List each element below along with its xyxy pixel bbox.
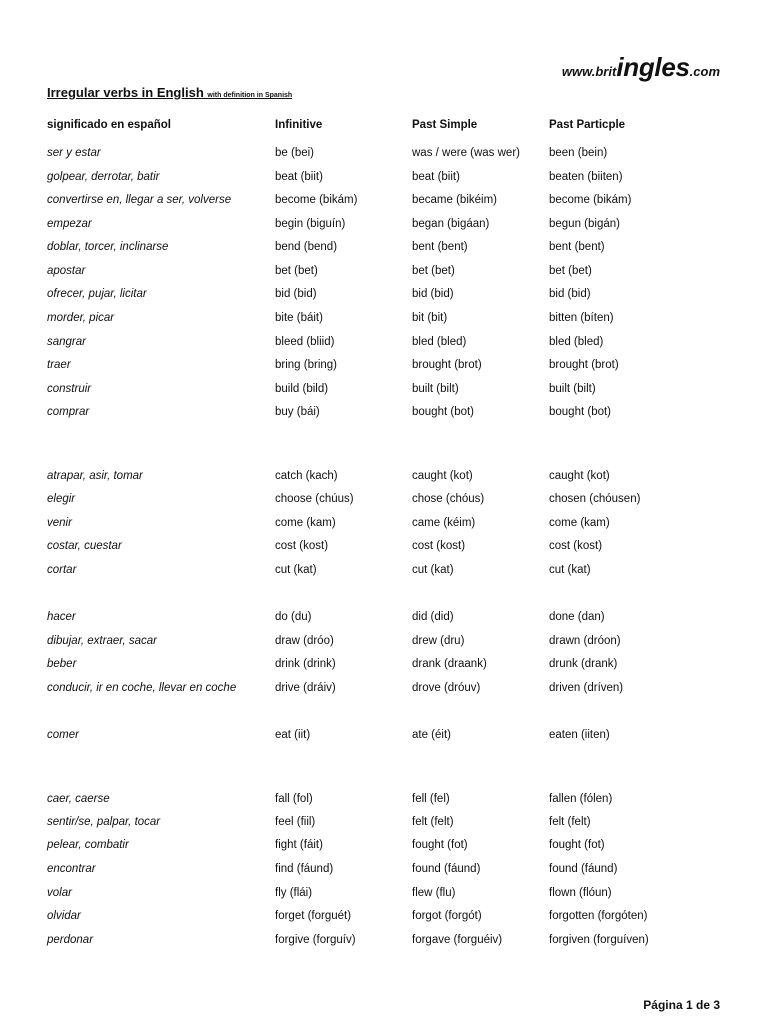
table-row <box>0 288 768 304</box>
logo-prefix: www.brit <box>561 64 617 79</box>
table-row <box>0 147 768 163</box>
cell-infinitive: forget (forguét) <box>275 910 352 922</box>
title-subtitle: with definition in Spanish <box>207 92 293 99</box>
cell-infinitive: build (bild) <box>275 383 329 395</box>
cell-spanish-meaning: empezar <box>47 218 92 230</box>
header-spanish-meaning: significado en español <box>47 119 171 131</box>
logo-main: ingles <box>616 52 690 82</box>
cell-past-simple: bit (bit) <box>412 312 448 324</box>
cell-spanish-meaning: sangrar <box>47 336 86 348</box>
cell-past-participle: cut (kat) <box>549 564 591 576</box>
table-row <box>0 611 768 627</box>
cell-infinitive: catch (kach) <box>275 470 338 482</box>
cell-past-participle: fought (fot) <box>549 839 605 851</box>
cell-spanish-meaning: morder, picar <box>47 312 115 324</box>
cell-infinitive: do (du) <box>275 611 312 623</box>
cell-infinitive: fly (flái) <box>275 887 313 899</box>
cell-past-participle: found (fáund) <box>549 863 618 875</box>
cell-past-simple: found (fáund) <box>412 863 481 875</box>
table-row <box>0 470 768 486</box>
cell-spanish-meaning: doblar, torcer, inclinarse <box>47 241 169 253</box>
cell-past-participle: built (bilt) <box>549 383 596 395</box>
cell-spanish-meaning: atrapar, asir, tomar <box>47 470 143 482</box>
cell-past-simple: drew (dru) <box>412 635 465 647</box>
cell-infinitive: drink (drink) <box>275 658 336 670</box>
cell-infinitive: become (bikám) <box>275 194 358 206</box>
cell-past-participle: bid (bid) <box>549 288 591 300</box>
cell-spanish-meaning: construir <box>47 383 92 395</box>
cell-past-participle: flown (flóun) <box>549 887 612 899</box>
cell-infinitive: drive (dráiv) <box>275 682 336 694</box>
cell-infinitive: be (bei) <box>275 147 314 159</box>
cell-past-simple: bet (bet) <box>412 265 455 277</box>
cell-infinitive: cost (kost) <box>275 540 329 552</box>
cell-infinitive: find (fáund) <box>275 863 334 875</box>
cell-infinitive: bet (bet) <box>275 265 318 277</box>
cell-past-simple: did (did) <box>412 611 454 623</box>
table-row <box>0 383 768 399</box>
cell-infinitive: bleed (bliid) <box>275 336 335 348</box>
cell-past-simple: became (bikéim) <box>412 194 497 206</box>
header-past-participle: Past Particple <box>549 119 626 131</box>
cell-spanish-meaning: ofrecer, pujar, licitar <box>47 288 147 300</box>
cell-past-participle: forgotten (forgóten) <box>549 910 648 922</box>
cell-spanish-meaning: olvidar <box>47 910 81 922</box>
cell-spanish-meaning: apostar <box>47 265 86 277</box>
cell-infinitive: fight (fáit) <box>275 839 323 851</box>
cell-past-participle: done (dan) <box>549 611 605 623</box>
cell-past-simple: bent (bent) <box>412 241 468 253</box>
cell-infinitive: feel (fiil) <box>275 816 316 828</box>
cell-past-participle: drawn (dróon) <box>549 635 621 647</box>
cell-spanish-meaning: traer <box>47 359 71 371</box>
cell-spanish-meaning: dibujar, extraer, sacar <box>47 635 157 647</box>
table-row <box>0 517 768 533</box>
cell-spanish-meaning: venir <box>47 517 72 529</box>
table-row <box>0 540 768 556</box>
cell-past-participle: bitten (bíten) <box>549 312 614 324</box>
page-title <box>47 85 292 100</box>
table-row <box>0 816 768 832</box>
cell-infinitive: choose (chúus) <box>275 493 354 505</box>
cell-spanish-meaning: pelear, combatir <box>47 839 129 851</box>
cell-past-participle: drunk (drank) <box>549 658 618 670</box>
table-row <box>0 887 768 903</box>
table-row <box>0 312 768 328</box>
cell-past-simple: came (kéim) <box>412 517 476 529</box>
cell-past-simple: cut (kat) <box>412 564 454 576</box>
table-row <box>0 171 768 187</box>
cell-past-simple: began (bigáan) <box>412 218 490 230</box>
cell-past-participle: driven (dríven) <box>549 682 624 694</box>
table-row <box>0 863 768 879</box>
cell-past-simple: bid (bid) <box>412 288 454 300</box>
title-main: Irregular verbs in English <box>47 85 204 100</box>
site-logo <box>562 52 720 83</box>
cell-past-participle: caught (kot) <box>549 470 610 482</box>
page-number: Página 1 de 3 <box>643 998 720 1012</box>
cell-past-participle: brought (brot) <box>549 359 619 371</box>
cell-past-simple: felt (felt) <box>412 816 454 828</box>
cell-past-simple: ate (éit) <box>412 729 451 741</box>
cell-infinitive: bend (bend) <box>275 241 338 253</box>
cell-spanish-meaning: sentir/se, palpar, tocar <box>47 816 161 828</box>
table-row <box>0 729 768 745</box>
cell-past-simple: fell (fel) <box>412 793 450 805</box>
cell-past-participle: eaten (iiten) <box>549 729 610 741</box>
cell-past-simple: forgave (forguéiv) <box>412 934 503 946</box>
cell-spanish-meaning: perdonar <box>47 934 94 946</box>
cell-past-simple: bought (bot) <box>412 406 475 418</box>
cell-spanish-meaning: encontrar <box>47 863 96 875</box>
cell-past-participle: chosen (chóusen) <box>549 493 641 505</box>
table-row <box>0 218 768 234</box>
header-infinitive: Infinitive <box>275 119 323 131</box>
table-row <box>0 265 768 281</box>
cell-spanish-meaning: conducir, ir en coche, llevar en coche <box>47 682 237 694</box>
cell-past-simple: cost (kost) <box>412 540 466 552</box>
cell-past-simple: built (bilt) <box>412 383 459 395</box>
cell-past-simple: flew (flu) <box>412 887 456 899</box>
table-row <box>0 336 768 352</box>
cell-spanish-meaning: comer <box>47 729 79 741</box>
cell-spanish-meaning: golpear, derrotar, batir <box>47 171 160 183</box>
table-row <box>0 934 768 950</box>
cell-infinitive: bid (bid) <box>275 288 317 300</box>
cell-spanish-meaning: costar, cuestar <box>47 540 122 552</box>
cell-spanish-meaning: hacer <box>47 611 76 623</box>
cell-past-participle: begun (bigán) <box>549 218 620 230</box>
cell-past-participle: become (bikám) <box>549 194 632 206</box>
cell-past-participle: beaten (biiten) <box>549 171 623 183</box>
cell-infinitive: draw (dróo) <box>275 635 334 647</box>
cell-spanish-meaning: ser y estar <box>47 147 101 159</box>
table-row <box>0 839 768 855</box>
cell-past-participle: felt (felt) <box>549 816 591 828</box>
cell-infinitive: eat (iit) <box>275 729 311 741</box>
cell-past-simple: chose (chóus) <box>412 493 485 505</box>
table-row <box>0 635 768 651</box>
cell-past-participle: bet (bet) <box>549 265 592 277</box>
cell-infinitive: fall (fol) <box>275 793 313 805</box>
cell-spanish-meaning: elegir <box>47 493 76 505</box>
cell-past-simple: drove (dróuv) <box>412 682 481 694</box>
table-row <box>0 564 768 580</box>
table-row <box>0 658 768 674</box>
table-header <box>0 119 768 135</box>
cell-past-participle: bled (bled) <box>549 336 604 348</box>
cell-infinitive: forgive (forguív) <box>275 934 356 946</box>
cell-infinitive: bite (báit) <box>275 312 323 324</box>
cell-past-participle: fallen (fólen) <box>549 793 613 805</box>
cell-past-simple: beat (biit) <box>412 171 460 183</box>
cell-past-participle: bought (bot) <box>549 406 612 418</box>
table-row <box>0 793 768 809</box>
header-past-simple: Past Simple <box>412 119 478 131</box>
cell-past-participle: come (kam) <box>549 517 610 529</box>
cell-spanish-meaning: beber <box>47 658 77 670</box>
cell-past-participle: bent (bent) <box>549 241 605 253</box>
cell-spanish-meaning: comprar <box>47 406 90 418</box>
table-row <box>0 359 768 375</box>
table-row <box>0 910 768 926</box>
cell-past-participle: been (bein) <box>549 147 608 159</box>
cell-spanish-meaning: convertirse en, llegar a ser, volverse <box>47 194 232 206</box>
cell-infinitive: come (kam) <box>275 517 336 529</box>
cell-past-simple: drank (draank) <box>412 658 487 670</box>
table-row <box>0 194 768 210</box>
cell-past-simple: caught (kot) <box>412 470 473 482</box>
cell-past-simple: fought (fot) <box>412 839 468 851</box>
cell-infinitive: buy (bái) <box>275 406 320 418</box>
cell-past-simple: brought (brot) <box>412 359 482 371</box>
cell-spanish-meaning: cortar <box>47 564 77 576</box>
table-row <box>0 241 768 257</box>
cell-past-simple: forgot (forgót) <box>412 910 482 922</box>
table-row <box>0 406 768 422</box>
table-row <box>0 682 768 698</box>
cell-past-simple: was / were (was wer) <box>412 147 520 159</box>
cell-infinitive: beat (biit) <box>275 171 323 183</box>
cell-spanish-meaning: caer, caerse <box>47 793 110 805</box>
logo-suffix: .com <box>689 64 720 79</box>
table-row <box>0 493 768 509</box>
cell-infinitive: begin (biguín) <box>275 218 346 230</box>
cell-past-participle: forgiven (forguíven) <box>549 934 649 946</box>
cell-infinitive: bring (bring) <box>275 359 337 371</box>
cell-past-simple: bled (bled) <box>412 336 467 348</box>
cell-infinitive: cut (kat) <box>275 564 317 576</box>
cell-spanish-meaning: volar <box>47 887 72 899</box>
cell-past-participle: cost (kost) <box>549 540 603 552</box>
